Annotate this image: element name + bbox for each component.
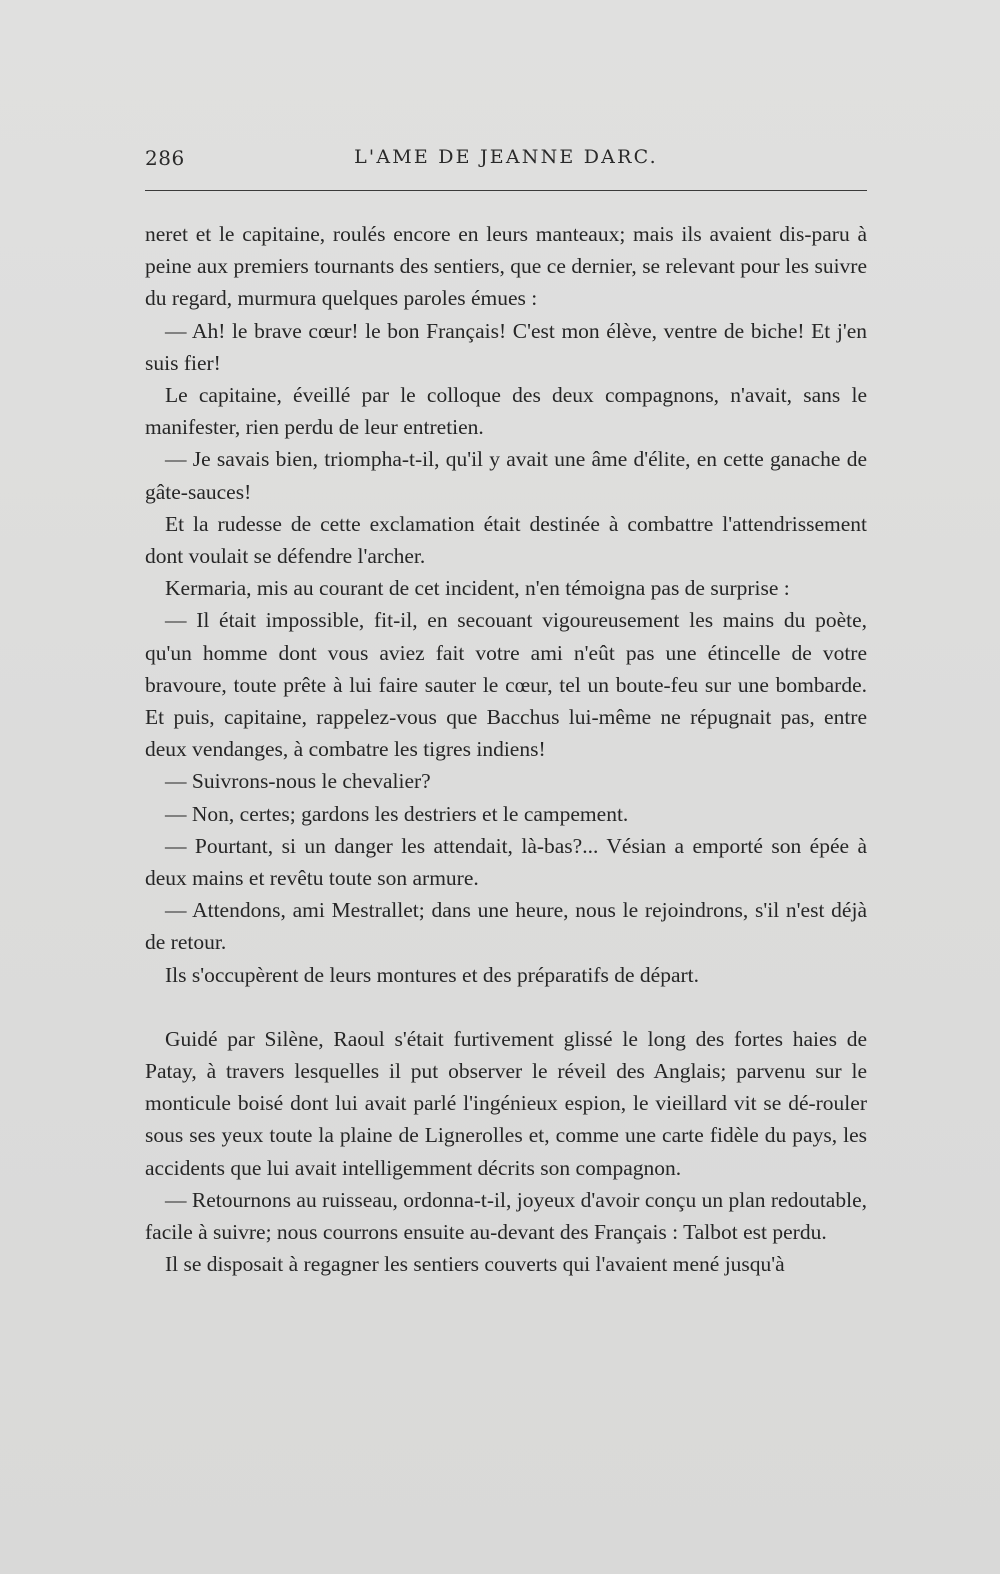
paragraph: — Suivrons-nous le chevalier?	[165, 769, 431, 794]
page-number: 286	[145, 146, 185, 170]
paragraph: Le capitaine, éveillé par le colloque des deux compagnons, n'avait, sans le manifester, rien perdu de leur entretien.	[145, 383, 867, 440]
running-title: L'AME DE JEANNE DARC.	[354, 146, 658, 168]
paragraph: — Retournons au ruisseau, ordonna-t-il, joyeux d'avoir conçu un plan redoutable, facile à suivre; nous courrons ensuite au-devant des Français : Talbot est perdu.	[145, 1187, 867, 1245]
paragraph: — Je savais bien, triompha-t-il, qu'il y avait une âme d'élite, en cette ganache de gâte-sauces!	[145, 447, 867, 504]
paragraph: — Ah! le brave cœur! le bon Français! C'est mon élève, ventre de biche! Et j'en suis fier!	[145, 318, 867, 375]
paragraph: Kermaria, mis au courant de cet incident, n'en témoigna pas de surprise :	[165, 576, 790, 601]
paragraph: Ils s'occupèrent de leurs montures et des préparatifs de départ.	[165, 962, 700, 987]
page-header	[145, 146, 867, 176]
paragraph: neret et le capitaine, roulés encore en leurs manteaux; mais ils avaient dis-paru à peine aux premiers tournants des sentiers, que ce dernier, se relevant pour les suivre du regard, murmura quelques paroles émues :	[145, 222, 867, 311]
paragraph: — Pourtant, si un danger les attendait, là-bas?... Vésian a emporté son épée à deux mains et revêtu toute son armure.	[145, 833, 867, 891]
body-text	[145, 218, 867, 1281]
paragraph: — Il était impossible, fit-il, en secouant vigoureusement les mains du poète, qu'un homme dont vous aviez fait votre ami n'eût pas une étincelle de votre bravoure, toute prête à lui faire sauter le cœur, tel un boute-feu sur une bombarde. Et puis, capitaine, rappelez-vous que Bacchus lui-même ne répugnait pas, entre deux vendanges, à combatre les tigres indiens!	[145, 608, 867, 762]
paragraph: Il se disposait à regagner les sentiers couverts qui l'avaient mené jusqu'à	[165, 1252, 785, 1277]
header-rule	[145, 190, 867, 191]
paragraph: Et la rudesse de cette exclamation était destinée à combattre l'attendrissement dont voulait se défendre l'archer.	[145, 511, 867, 569]
paragraph: Guidé par Silène, Raoul s'était furtivement glissé le long des fortes haies de Patay, à travers lesquelles il put observer le réveil des Anglais; parvenu sur le monticule boisé dont lui avait parlé l'ingénieux espion, le vieillard vit se dé-rouler sous ses yeux toute la plaine de Lignerolles et, comme une carte fidèle du pays, les accidents que lui avait intelligemment décrits son compagnon.	[145, 1026, 867, 1180]
paragraph: — Non, certes; gardons les destriers et le campement.	[165, 801, 629, 826]
paragraph: — Attendons, ami Mestrallet; dans une heure, nous le rejoindrons, s'il n'est déjà de retour.	[145, 898, 867, 955]
